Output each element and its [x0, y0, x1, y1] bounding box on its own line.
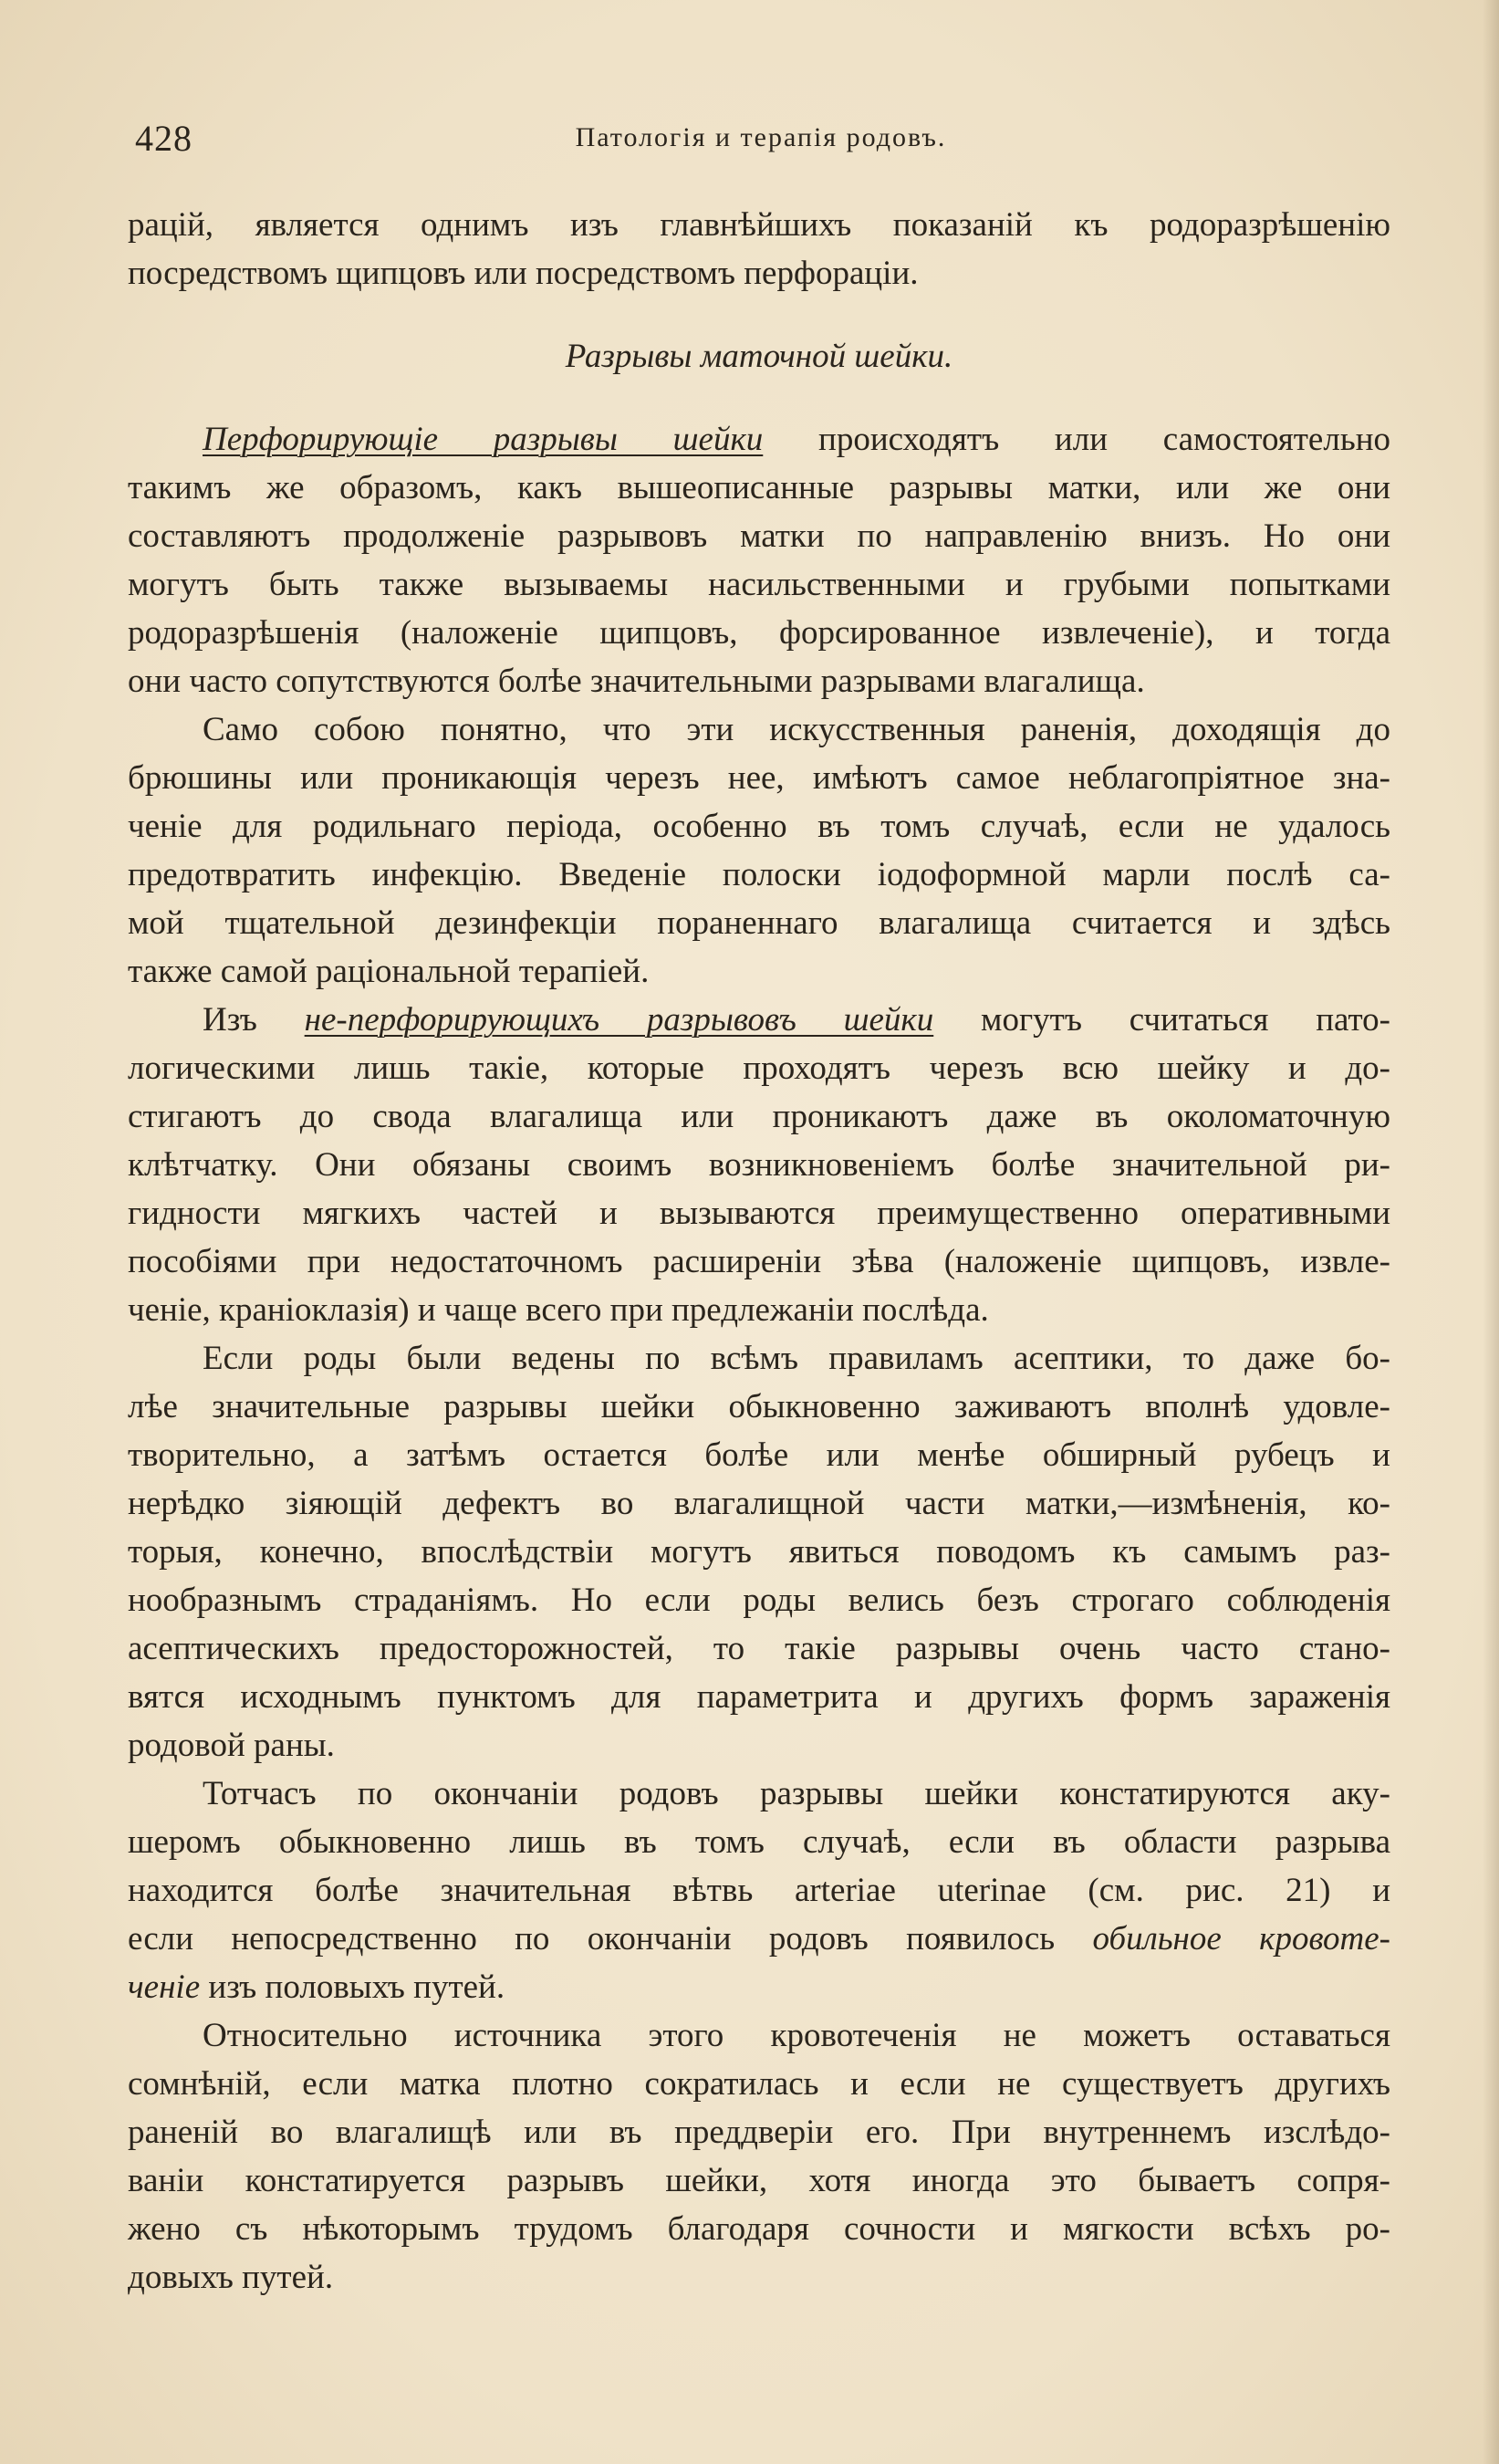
text-line: стигаютъ до свода влагалища или проникаютъ даже въ околоматочную: [128, 1098, 1390, 1135]
text-line: Тотчасъ по окончаніи родовъ разрывы шейки констатируются аку-: [203, 1775, 1390, 1812]
page-number: 428: [135, 118, 193, 159]
text-line: довыхъ путей.: [128, 2259, 334, 2296]
text-line: логическими лишь такіе, которые проходятъ черезъ всю шейку и до-: [128, 1049, 1390, 1087]
text-line: также самой раціональной терапіей.: [128, 953, 650, 990]
text-line: пособіями при недостаточномъ расширеніи зѣва (наложеніе щипцовъ, извле-: [128, 1243, 1390, 1280]
text-line: составляютъ продолженіе разрывовъ матки по направленію внизъ. Но они: [128, 517, 1390, 555]
italic-term: ченіе: [128, 1968, 201, 2006]
text-line: брюшины или проникающія черезъ нее, имѣютъ самое неблагопріятное зна-: [128, 759, 1390, 797]
text-line: нообразнымъ страданіямъ. Но если роды велись безъ строгаго соблюденія: [128, 1582, 1390, 1619]
page-header: [135, 117, 1387, 162]
italic-term: Перфорирующіе разрывы шейки: [203, 421, 764, 458]
text-line: раненій во влагалищѣ или въ преддверіи его. При внутреннемъ изслѣдо-: [128, 2114, 1390, 2151]
text-line: торыя, конечно, впослѣдствіи могутъ явиться поводомъ къ самымъ раз-: [128, 1533, 1390, 1571]
section-heading: Разрывы маточной шейки.: [565, 338, 953, 375]
text-line: ченіе изъ половыхъ путей.: [128, 1968, 505, 2006]
text-line: ченіе для родильнаго періода, особенно въ томъ случаѣ, если не удалось: [128, 808, 1390, 845]
text-line: ваніи констатируется разрывъ шейки, хотя иногда это бываетъ сопря-: [128, 2162, 1390, 2199]
text-line: творительно, а затѣмъ остается болѣе или менѣе обширный рубецъ и: [128, 1436, 1390, 1474]
text-line: предотвратить инфекцію. Введеніе полоски іодоформной марли послѣ са-: [128, 856, 1390, 893]
text-line: лѣе значительные разрывы шейки обыкновенно заживаютъ вполнѣ удовле-: [128, 1388, 1390, 1425]
text-line: жено съ нѣкоторымъ трудомъ благодаря сочности и мягкости всѣхъ ро-: [128, 2210, 1390, 2248]
text-line: асептическихъ предосторожностей, то такіе разрывы очень часто стано-: [128, 1630, 1390, 1667]
body-text: [128, 201, 1390, 2302]
text-line: Само собою понятно, что эти искусственныя раненія, доходящія до: [203, 711, 1390, 748]
text-line: Перфорирующіе разрывы шейки происходятъ или самостоятельно: [203, 421, 1390, 458]
text-line: Относительно источника этого кровотеченія не можетъ оставаться: [203, 2017, 1390, 2054]
text-line: могутъ быть также вызываемы насильственными и грубыми попытками: [128, 566, 1390, 603]
text-line: вятся исходнымъ пунктомъ для параметрита и другихъ формъ зараженія: [128, 1678, 1390, 1716]
italic-term: не-перфорирующихъ разрывовъ шейки: [304, 1001, 934, 1039]
running-title: Патологія и терапія родовъ.: [575, 122, 947, 152]
page-edge-shadow: [1483, 0, 1499, 2464]
text-line: родоразрѣшенія (наложеніе щипцовъ, форсированное извлеченіе), и тогда: [128, 614, 1390, 652]
text-line: находится болѣе значительная вѣтвь arteriae uterinae (см. рис. 21) и: [128, 1872, 1390, 1909]
text-line: нерѣдко зіяющій дефектъ во влагалищной части матки,—измѣненія, ко-: [128, 1485, 1390, 1522]
text-line: ченіе, краніоклазія) и чаще всего при предлежаніи послѣда.: [128, 1291, 989, 1329]
text-line: такимъ же образомъ, какъ вышеописанные разрывы матки, или же они: [128, 469, 1390, 506]
text-line: Изъ не-перфорирующихъ разрывовъ шейки могутъ считаться пато-: [203, 1001, 1391, 1039]
text-line: они часто сопутствуются болѣе значительными разрывами влагалища.: [128, 663, 1145, 700]
text-line: Если роды были ведены по всѣмъ правиламъ асептики, то даже бо-: [203, 1340, 1390, 1377]
italic-term: обильное кровоте-: [1092, 1920, 1390, 1958]
text-line: клѣтчатку. Они обязаны своимъ возникновеніемъ болѣе значительной ри-: [128, 1146, 1390, 1184]
text-line: мой тщательной дезинфекціи пораненнаго влагалища считается и здѣсь: [128, 904, 1390, 942]
text-line: сомнѣній, если матка плотно сократилась и если не существуетъ другихъ: [128, 2065, 1390, 2103]
text-line: рацій, является однимъ изъ главнѣйшихъ показаній къ родоразрѣшенію: [128, 206, 1390, 244]
text-line: гидности мягкихъ частей и вызываются преимущественно оперативными: [128, 1195, 1390, 1232]
text-line: посредствомъ щипцовъ или посредствомъ перфораціи.: [128, 255, 919, 292]
text-line: шеромъ обыкновенно лишь въ томъ случаѣ, если въ области разрыва: [128, 1823, 1390, 1861]
text-line: родовой раны.: [128, 1727, 335, 1764]
text-line: если непосредственно по окончаніи родовъ появилось обильное кровоте-: [128, 1920, 1390, 1958]
